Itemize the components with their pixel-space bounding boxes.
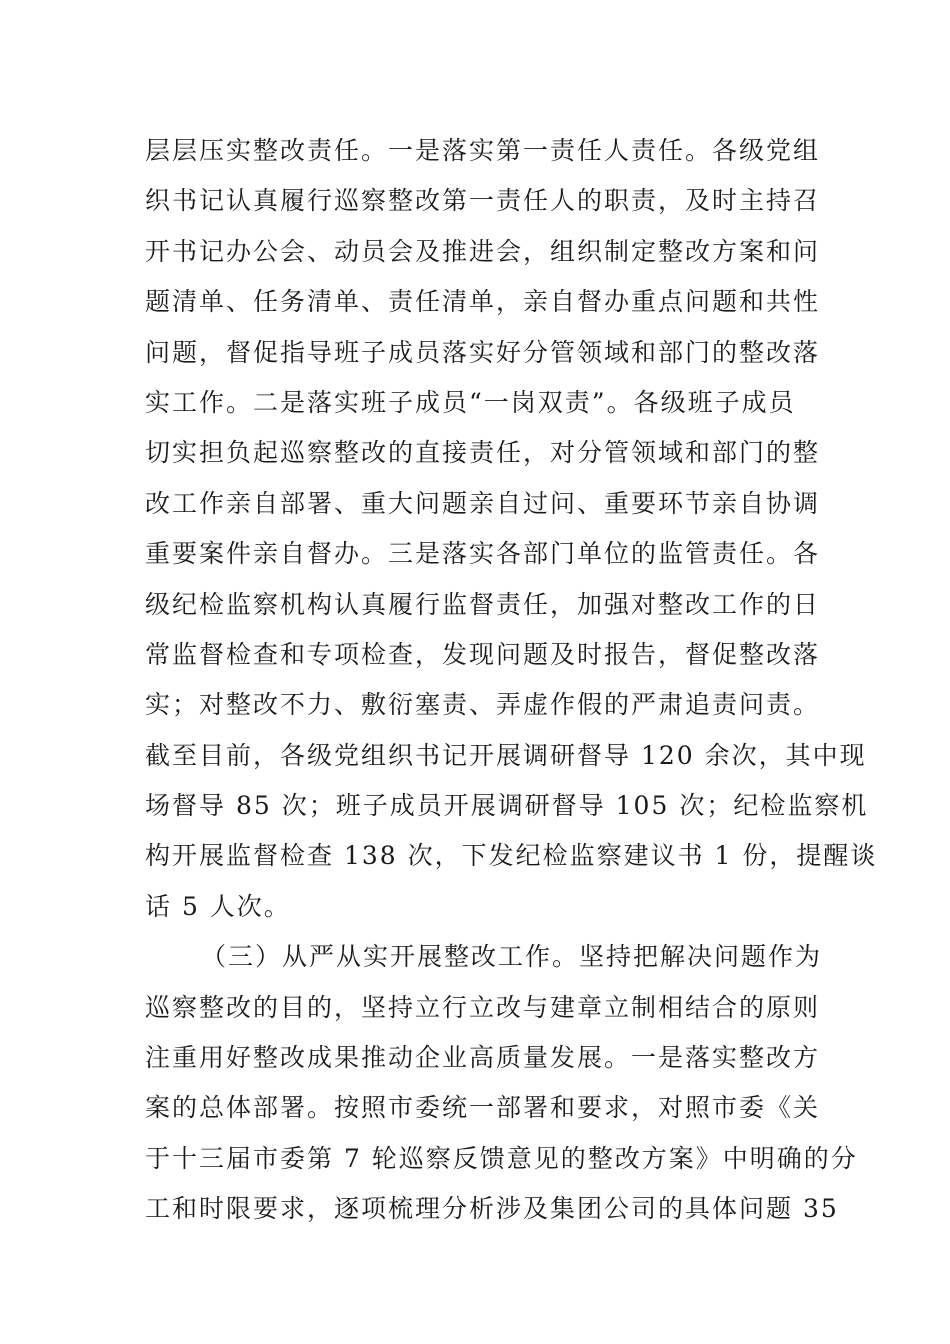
text-line: 截至目前，各级党组织书记开展调研督导 120 余次，其中现: [145, 740, 867, 770]
text-line: 于十三届市委第 7 轮巡察反馈意见的整改方案》中明确的分: [145, 1143, 858, 1173]
text-line: 级纪检监察机构认真履行监督责任，加强对整改工作的日: [145, 589, 821, 619]
section-heading-line: （三）从严从实开展整改工作。坚持把解决问题作为: [201, 942, 823, 972]
text-line: 问题，督促指导班子成员落实好分管领域和部门的整改落: [145, 337, 821, 367]
text-line: 案的总体部署。按照市委统一部署和要求，对照市委《关: [145, 1093, 821, 1123]
text-line: 切实担负起巡察整改的直接责任，对分管领域和部门的整: [145, 438, 821, 468]
text-line: 开书记办公会、动员会及推进会，组织制定整改方案和问: [145, 236, 821, 266]
text-line: 构开展监督检查 138 次，下发纪检监察建议书 1 份，提醒谈: [145, 841, 878, 871]
text-line: 工和时限要求，逐项梳理分析涉及集团公司的具体问题 35: [145, 1194, 839, 1224]
body-text: [145, 126, 878, 1235]
text-line: 实工作。二是落实班子成员“一岗双责”。各级班子成员: [145, 387, 796, 417]
text-line: 话 5 人次。: [145, 891, 291, 921]
text-line: 常监督检查和专项检查，发现问题及时报告，督促整改落: [145, 639, 821, 669]
text-line: 场督导 85 次；班子成员开展调研督导 105 次；纪检监察机: [145, 791, 869, 821]
text-line: 重要案件亲自督办。三是落实各部门单位的监管责任。各: [145, 539, 821, 569]
text-line: 改工作亲自部署、重大问题亲自过问、重要环节亲自协调: [145, 488, 821, 518]
text-line: 织书记认真履行巡察整改第一责任人的职责，及时主持召: [145, 186, 821, 216]
text-line: 巡察整改的目的，坚持立行立改与建章立制相结合的原则: [145, 992, 821, 1022]
text-line: 实；对整改不力、敷衍塞责、弄虚作假的严肃追责问责。: [145, 690, 821, 720]
text-line: 层层压实整改责任。一是落实第一责任人责任。各级党组: [145, 136, 821, 165]
text-line: 注重用好整改成果推动企业高质量发展。一是落实整改方: [145, 1043, 821, 1073]
text-line: 题清单、任务清单、责任清单，亲自督办重点问题和共性: [145, 287, 821, 317]
